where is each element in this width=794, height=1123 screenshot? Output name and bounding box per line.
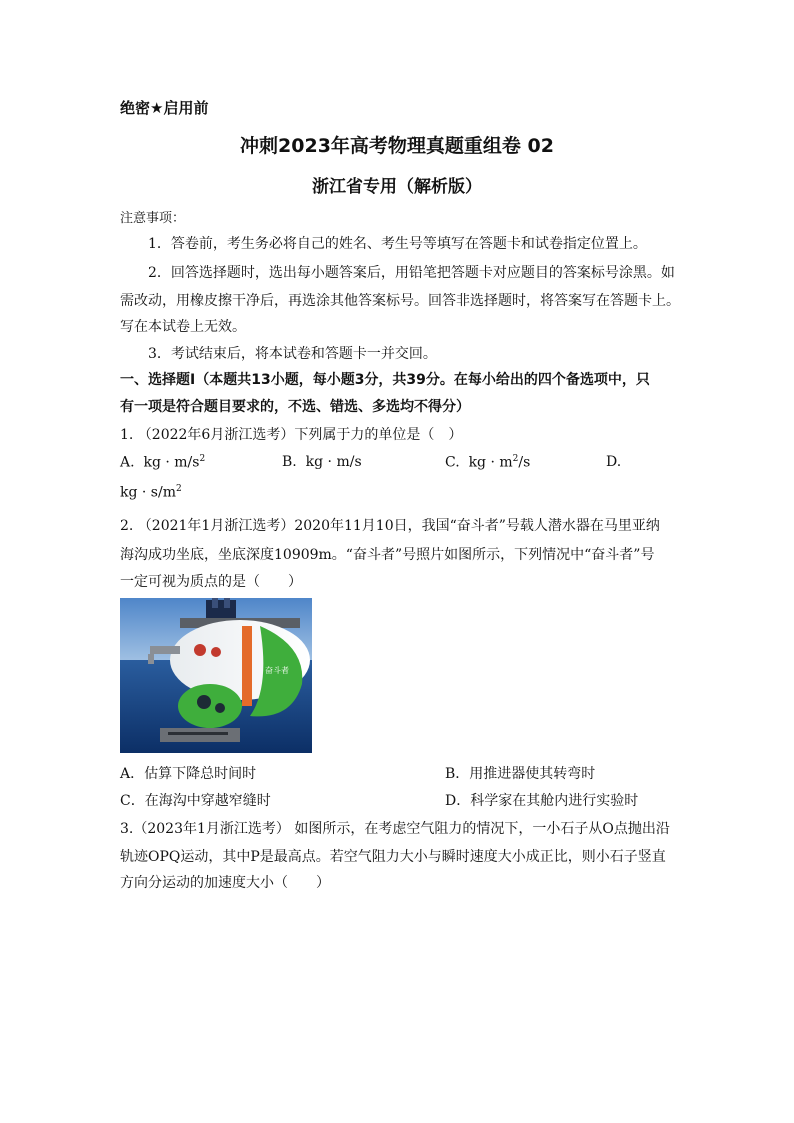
note-1: 1．答卷前，考生务必将自己的姓名、考生号等填写在答题卡和试卷指定位置上。 — [148, 236, 647, 252]
page-subtitle: 浙江省专用（解析版） — [312, 177, 482, 197]
note-3: 3．考试结束后，将本试卷和答题卡一并交回。 — [148, 346, 437, 362]
note-2-line-2: 需改动，用橡皮擦干净后，再选涂其他答案标号。回答非选择题时，将答案写在答题卡上。 — [120, 293, 680, 309]
section-heading-line-2: 有一项是符合题目要求的，不选、错选、多选均不得分） — [120, 399, 470, 415]
q2-line-3: 一定可视为质点的是（ ） — [120, 574, 302, 590]
q1-option-d-text: kg · s/m — [120, 484, 176, 501]
q1-option-c-sup: 2 — [512, 454, 519, 464]
q2-line-1: 2. （2021年1月浙江选考）2020年11月10日，我国“奋斗者”号载人潜水器在马里亚纳 — [120, 518, 660, 534]
q1-option-b — [282, 454, 362, 470]
q2-option-d: D．科学家在其舱内进行实验时 — [445, 793, 639, 809]
q1-stem: 1. （2022年6月浙江选考）下列属于力的单位是（ ） — [120, 427, 463, 443]
q2-line-2: 海沟成功坐底，坐底深度10909m。“奋斗者”号照片如图所示，下列情况中“奋斗者”号 — [120, 547, 655, 563]
section-heading-line-1: 一、选择题Ⅰ（本题共13小题，每小题3分，共39分。在每小给出的四个备选项中，只 — [120, 372, 650, 388]
note-2-line-1: 2．回答选择题时，选出每小题答案后，用铅笔把答题卡对应题目的答案标号涂黑。如 — [148, 265, 675, 281]
q1-option-d — [120, 484, 182, 501]
q1-option-c-label: C. — [445, 454, 460, 471]
q2-option-a: A．估算下降总时间时 — [120, 766, 257, 782]
q2-option-c: C．在海沟中穿越窄缝时 — [120, 793, 271, 809]
q1-option-d-sup: 2 — [175, 484, 182, 494]
q1-option-a-sup: 2 — [199, 454, 206, 464]
q3-line-2: 轨迹OPQ运动，其中P是最高点。若空气阻力大小与瞬时速度大小成正比，则小石子竖直 — [120, 849, 666, 865]
q1-option-d-label: D. — [606, 454, 622, 470]
q3-line-1: 3.（2023年1月浙江选考） 如图所示，在考虑空气阻力的情况下，一小石子从O点抛出沿 — [120, 821, 670, 837]
q1-option-c-tail: /s — [518, 454, 531, 471]
secret-label: 绝密★启用前 — [120, 99, 209, 117]
q1-option-c — [445, 454, 530, 471]
notes-heading: 注意事项： — [120, 211, 186, 226]
q2-option-b: B．用推进器使其转弯时 — [445, 766, 596, 782]
page-title: 冲刺2023年高考物理真题重组卷 02 — [240, 135, 554, 157]
submersible-photo — [120, 598, 312, 753]
q3-line-3: 方向分运动的加速度大小（ ） — [120, 875, 330, 891]
q1-option-c-text: kg · m — [468, 454, 513, 471]
q1-option-b-text: kg · m/s — [305, 454, 362, 470]
q1-option-a — [120, 454, 205, 471]
q1-option-a-text: kg · m/s — [143, 454, 200, 471]
q1-option-a-label: A. — [120, 454, 135, 471]
note-2-line-3: 写在本试卷上无效。 — [120, 319, 246, 335]
submersible-hull-text: 奋斗者 — [265, 666, 289, 675]
q1-option-b-label: B. — [282, 454, 297, 470]
